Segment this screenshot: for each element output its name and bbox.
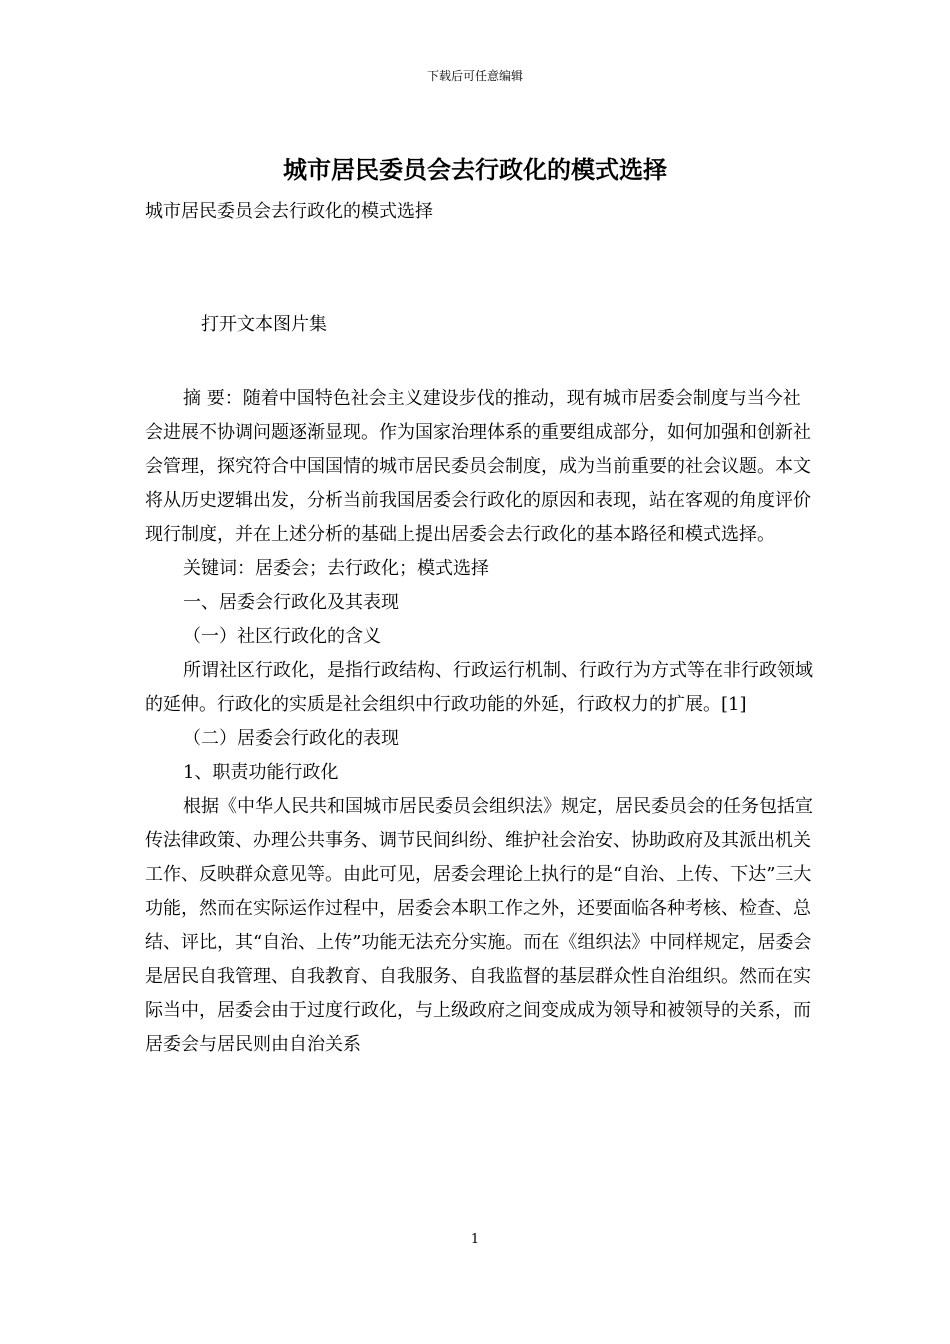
section-heading-1: 一、居委会行政化及其表现 — [183, 592, 399, 613]
document-body — [145, 382, 817, 1062]
page-header-note: 下载后可任意编辑 — [426, 69, 523, 83]
subsection-heading-2: （二）居委会行政化的表现 — [183, 728, 399, 749]
subsection-heading-1: （一）社区行政化的含义 — [183, 626, 381, 647]
body-paragraph-1: 所谓社区行政化，是指行政结构、行政运行机制、行政行为方式等在非行政领域的延伸。行政化的实质是社会组织中行政功能的外延，行政权力的扩展。[1] — [145, 660, 813, 715]
document-subtitle: 城市居民委员会去行政化的模式选择 — [145, 201, 433, 222]
keywords-line: 关键词：居委会；去行政化；模式选择 — [183, 558, 489, 579]
document-title: 城市居民委员会去行政化的模式选择 — [283, 155, 667, 184]
item-heading-1: 1、职责功能行政化 — [183, 762, 339, 783]
page-number: 1 — [470, 1232, 480, 1247]
open-image-gallery-link[interactable]: 打开文本图片集 — [201, 314, 327, 335]
body-paragraph-2: 根据《中华人民共和国城市居民委员会组织法》规定，居民委员会的任务包括宣传法律政策、办理公共事务、调节民间纠纷、维护社会治安、协助政府及其派出机关工作、反映群众意见等。由此可见，居委会理论上执行的是“自治、上传、下达”三大功能，然而在实际运作过程中，居委会本职工作之外，还要面临各种考核、检查、总结、评比，其“自治、上传”功能无法充分实施。而在《组织法》中同样规定，居委会是居民自我管理、自我教育、自我服务、自我监督的基层群众性自治组织。然而在实际当中，居委会由于过度行政化，与上级政府之间变成成为领导和被领导的关系，而居委会与居民则由自治关系 — [145, 796, 813, 1055]
abstract-paragraph: 摘 要：随着中国特色社会主义建设步伐的推动，现有城市居委会制度与当今社会进展不协调问题逐渐显现。作为国家治理体系的重要组成部分，如何加强和创新社会管理，探究符合中国国情的城市居民委员会制度，成为当前重要的社会议题。本文将从历史逻辑出发，分析当前我国居委会行政化的原因和表现，站在客观的角度评价现行制度，并在上述分析的基础上提出居委会去行政化的基本路径和模式选择。 — [145, 388, 811, 545]
